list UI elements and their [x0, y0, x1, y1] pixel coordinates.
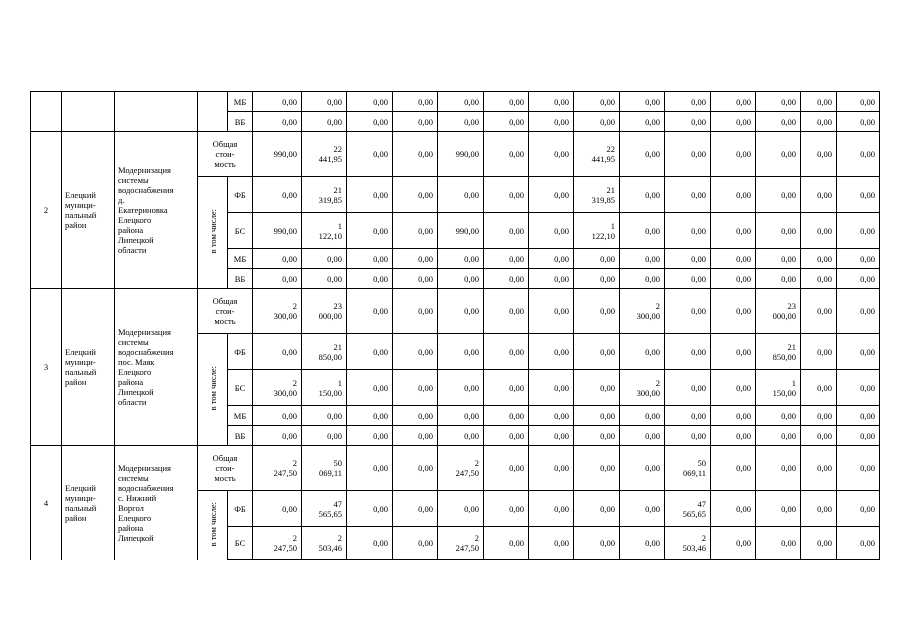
value-cell: 0,00 — [302, 92, 347, 112]
value-cell: 0,00 — [837, 406, 880, 426]
value-cell: 0,00 — [438, 334, 484, 370]
value-cell: 0,00 — [347, 213, 393, 249]
value-cell: 0,00 — [393, 112, 438, 132]
value-cell: 23 000,00 — [756, 289, 801, 334]
value-cell: 0,00 — [711, 527, 756, 560]
value-cell: 0,00 — [837, 426, 880, 446]
value-cell: 0,00 — [438, 406, 484, 426]
vertical-label-cell — [198, 491, 228, 560]
value-cell: 0,00 — [711, 269, 756, 289]
value-cell: 0,00 — [620, 132, 665, 177]
value-cell: 0,00 — [253, 92, 302, 112]
value-cell: 0,00 — [665, 370, 711, 406]
value-cell: 0,00 — [529, 289, 574, 334]
value-cell: 0,00 — [711, 334, 756, 370]
value-cell: 0,00 — [574, 527, 620, 560]
value-cell: 0,00 — [529, 406, 574, 426]
value-cell: 0,00 — [801, 269, 837, 289]
value-cell: 1 150,00 — [302, 370, 347, 406]
value-cell: 0,00 — [574, 491, 620, 527]
value-cell: 0,00 — [347, 426, 393, 446]
value-cell: 0,00 — [620, 527, 665, 560]
value-cell: 0,00 — [837, 370, 880, 406]
table-row-total — [31, 289, 880, 334]
value-cell: 0,00 — [529, 426, 574, 446]
value-cell: 0,00 — [620, 491, 665, 527]
value-cell: 0,00 — [837, 269, 880, 289]
value-cell: 0,00 — [438, 177, 484, 213]
project-name: Модернизация системы водоснабжения пос. Маяк Елецкого района Липецкой области — [115, 289, 198, 446]
value-cell: 0,00 — [665, 112, 711, 132]
value-cell: 0,00 — [574, 334, 620, 370]
district-cell — [62, 92, 115, 132]
value-cell: 0,00 — [529, 491, 574, 527]
value-cell: 0,00 — [347, 177, 393, 213]
value-cell: 0,00 — [347, 491, 393, 527]
district-name: Елецкий муници- пальный район — [62, 132, 115, 289]
value-cell: 0,00 — [347, 446, 393, 491]
value-cell: 0,00 — [756, 213, 801, 249]
value-cell: 2 503,46 — [665, 527, 711, 560]
value-cell: 0,00 — [484, 269, 529, 289]
value-cell: 0,00 — [837, 249, 880, 269]
value-cell: 0,00 — [393, 92, 438, 112]
value-cell: 0,00 — [347, 289, 393, 334]
vertical-label: в том числе: — [207, 209, 218, 254]
value-cell: 0,00 — [665, 406, 711, 426]
value-cell: 0,00 — [393, 406, 438, 426]
value-cell: 23 000,00 — [302, 289, 347, 334]
value-cell: 0,00 — [801, 92, 837, 112]
value-cell: 0,00 — [529, 269, 574, 289]
value-cell: 0,00 — [253, 334, 302, 370]
value-cell: 0,00 — [801, 370, 837, 406]
total-cost-label: Общая стои- мость — [198, 446, 253, 491]
value-cell: 0,00 — [801, 289, 837, 334]
value-cell: 0,00 — [756, 406, 801, 426]
value-cell: 0,00 — [756, 112, 801, 132]
value-cell: 0,00 — [529, 213, 574, 249]
value-cell: 0,00 — [529, 132, 574, 177]
value-cell: 0,00 — [665, 92, 711, 112]
value-cell: 0,00 — [665, 132, 711, 177]
value-cell: 0,00 — [801, 132, 837, 177]
value-cell: 0,00 — [801, 249, 837, 269]
value-cell: 50 069,11 — [665, 446, 711, 491]
value-cell: 0,00 — [837, 132, 880, 177]
value-cell: 47 565,65 — [302, 491, 347, 527]
value-cell: 0,00 — [837, 491, 880, 527]
value-cell: 0,00 — [756, 177, 801, 213]
value-cell: 0,00 — [529, 370, 574, 406]
value-cell: 0,00 — [484, 527, 529, 560]
value-cell: 0,00 — [574, 370, 620, 406]
value-cell: 1 122,10 — [302, 213, 347, 249]
value-cell: 0,00 — [393, 370, 438, 406]
value-cell: 0,00 — [665, 177, 711, 213]
value-cell: 0,00 — [484, 112, 529, 132]
value-cell: 0,00 — [711, 370, 756, 406]
vertical-label: в том числе: — [207, 502, 218, 547]
source-label: ФБ — [228, 334, 253, 370]
value-cell: 0,00 — [393, 446, 438, 491]
source-label: БС — [228, 370, 253, 406]
value-cell: 50 069,11 — [302, 446, 347, 491]
value-cell: 0,00 — [711, 289, 756, 334]
row-index: 4 — [31, 446, 62, 560]
value-cell: 0,00 — [574, 446, 620, 491]
budget-table-container — [30, 91, 880, 560]
value-cell: 0,00 — [438, 491, 484, 527]
value-cell: 0,00 — [801, 177, 837, 213]
value-cell: 0,00 — [438, 112, 484, 132]
value-cell: 0,00 — [620, 406, 665, 426]
value-cell: 0,00 — [484, 177, 529, 213]
table-row-total — [31, 132, 880, 177]
value-cell: 0,00 — [756, 92, 801, 112]
value-cell: 0,00 — [665, 213, 711, 249]
value-cell: 0,00 — [529, 92, 574, 112]
source-label: ФБ — [228, 177, 253, 213]
value-cell: 0,00 — [302, 249, 347, 269]
value-cell: 0,00 — [484, 446, 529, 491]
value-cell: 0,00 — [711, 249, 756, 269]
source-label: МБ — [228, 249, 253, 269]
value-cell: 0,00 — [393, 491, 438, 527]
value-cell: 0,00 — [620, 269, 665, 289]
value-cell: 0,00 — [393, 213, 438, 249]
value-cell: 0,00 — [620, 112, 665, 132]
source-label: ВБ — [228, 269, 253, 289]
value-cell: 0,00 — [801, 406, 837, 426]
value-cell: 0,00 — [484, 334, 529, 370]
district-name: Елецкий муници- пальный район — [62, 289, 115, 446]
value-cell: 0,00 — [484, 213, 529, 249]
source-label: ВБ — [228, 426, 253, 446]
value-cell: 1 122,10 — [574, 213, 620, 249]
value-cell: 0,00 — [302, 112, 347, 132]
value-cell: 0,00 — [484, 370, 529, 406]
value-cell: 2 300,00 — [253, 289, 302, 334]
value-cell: 0,00 — [253, 491, 302, 527]
value-cell: 0,00 — [302, 426, 347, 446]
value-cell: 0,00 — [484, 92, 529, 112]
value-cell: 0,00 — [756, 269, 801, 289]
value-cell: 0,00 — [253, 406, 302, 426]
value-cell: 0,00 — [302, 269, 347, 289]
value-cell: 0,00 — [801, 426, 837, 446]
value-cell: 0,00 — [665, 249, 711, 269]
value-cell: 990,00 — [438, 213, 484, 249]
value-cell: 0,00 — [837, 289, 880, 334]
value-cell: 0,00 — [438, 269, 484, 289]
table-row-total — [31, 446, 880, 491]
value-cell: 0,00 — [837, 527, 880, 560]
value-cell: 0,00 — [574, 289, 620, 334]
value-cell: 0,00 — [711, 112, 756, 132]
value-cell: 2 300,00 — [620, 370, 665, 406]
source-label: БС — [228, 527, 253, 560]
value-cell: 0,00 — [837, 213, 880, 249]
value-cell: 0,00 — [801, 213, 837, 249]
value-cell: 0,00 — [574, 426, 620, 446]
value-cell: 21 850,00 — [302, 334, 347, 370]
source-label: БС — [228, 213, 253, 249]
value-cell: 0,00 — [529, 249, 574, 269]
value-cell: 0,00 — [393, 527, 438, 560]
value-cell: 2 300,00 — [620, 289, 665, 334]
value-cell: 21 319,85 — [574, 177, 620, 213]
value-cell: 0,00 — [837, 177, 880, 213]
value-cell: 0,00 — [801, 446, 837, 491]
value-cell: 0,00 — [438, 249, 484, 269]
value-cell: 0,00 — [438, 289, 484, 334]
value-cell: 0,00 — [529, 177, 574, 213]
value-cell: 0,00 — [837, 92, 880, 112]
total-cost-label: Общая стои- мость — [198, 132, 253, 177]
value-cell: 0,00 — [711, 426, 756, 446]
district-name: Елецкий муници- пальный район — [62, 446, 115, 560]
value-cell: 0,00 — [665, 269, 711, 289]
value-cell: 0,00 — [620, 92, 665, 112]
value-cell: 0,00 — [393, 177, 438, 213]
value-cell: 0,00 — [801, 527, 837, 560]
value-cell: 990,00 — [253, 132, 302, 177]
value-cell: 0,00 — [347, 249, 393, 269]
value-cell: 0,00 — [347, 370, 393, 406]
value-cell: 0,00 — [665, 426, 711, 446]
value-cell: 22 441,95 — [574, 132, 620, 177]
value-cell: 990,00 — [253, 213, 302, 249]
value-cell: 0,00 — [438, 92, 484, 112]
value-cell: 0,00 — [484, 132, 529, 177]
value-cell: 0,00 — [484, 289, 529, 334]
value-cell: 0,00 — [484, 426, 529, 446]
value-cell: 0,00 — [393, 132, 438, 177]
value-cell: 0,00 — [393, 334, 438, 370]
value-cell: 0,00 — [347, 269, 393, 289]
value-cell: 0,00 — [756, 446, 801, 491]
source-label: МБ — [228, 92, 253, 112]
value-cell: 0,00 — [756, 491, 801, 527]
row-index: 2 — [31, 132, 62, 289]
value-cell: 0,00 — [665, 289, 711, 334]
value-cell: 0,00 — [574, 406, 620, 426]
value-cell: 47 565,65 — [665, 491, 711, 527]
source-label: МБ — [228, 406, 253, 426]
value-cell: 0,00 — [756, 426, 801, 446]
value-cell: 0,00 — [529, 446, 574, 491]
value-cell: 0,00 — [711, 213, 756, 249]
index-cell — [31, 92, 62, 132]
value-cell: 0,00 — [253, 249, 302, 269]
budget-table — [30, 91, 880, 560]
vertical-label-cell — [198, 177, 228, 289]
value-cell: 0,00 — [756, 249, 801, 269]
value-cell: 0,00 — [837, 446, 880, 491]
value-cell: 0,00 — [801, 491, 837, 527]
value-cell: 2 247,50 — [438, 446, 484, 491]
value-cell: 2 300,00 — [253, 370, 302, 406]
value-cell: 0,00 — [620, 213, 665, 249]
value-cell: 0,00 — [574, 92, 620, 112]
value-cell: 0,00 — [347, 92, 393, 112]
value-cell: 0,00 — [574, 112, 620, 132]
value-cell: 0,00 — [253, 426, 302, 446]
value-cell: 0,00 — [837, 334, 880, 370]
value-cell: 2 247,50 — [253, 446, 302, 491]
value-cell: 0,00 — [711, 177, 756, 213]
value-cell: 0,00 — [347, 112, 393, 132]
source-label: ВБ — [228, 112, 253, 132]
value-cell: 0,00 — [253, 269, 302, 289]
value-cell: 0,00 — [529, 112, 574, 132]
value-cell: 0,00 — [620, 334, 665, 370]
value-cell: 1 150,00 — [756, 370, 801, 406]
value-cell: 0,00 — [484, 491, 529, 527]
value-cell: 0,00 — [711, 491, 756, 527]
value-cell: 0,00 — [620, 446, 665, 491]
row-index: 3 — [31, 289, 62, 446]
vertical-label: в том числе: — [207, 366, 218, 411]
value-cell: 0,00 — [665, 334, 711, 370]
value-cell: 0,00 — [347, 334, 393, 370]
value-cell: 0,00 — [711, 446, 756, 491]
value-cell: 0,00 — [393, 269, 438, 289]
value-cell: 990,00 — [438, 132, 484, 177]
total-cost-label: Общая стои- мость — [198, 289, 253, 334]
value-cell: 0,00 — [484, 249, 529, 269]
value-cell: 21 319,85 — [302, 177, 347, 213]
value-cell: 2 247,50 — [438, 527, 484, 560]
value-cell: 0,00 — [837, 112, 880, 132]
value-cell: 0,00 — [393, 289, 438, 334]
value-cell: 0,00 — [801, 334, 837, 370]
vertical-label-cell — [198, 92, 228, 132]
value-cell: 0,00 — [529, 334, 574, 370]
value-cell: 0,00 — [574, 269, 620, 289]
value-cell: 0,00 — [484, 406, 529, 426]
value-cell: 21 850,00 — [756, 334, 801, 370]
value-cell: 0,00 — [711, 132, 756, 177]
value-cell: 0,00 — [253, 112, 302, 132]
value-cell: 0,00 — [253, 177, 302, 213]
value-cell: 0,00 — [801, 112, 837, 132]
source-label: ФБ — [228, 491, 253, 527]
value-cell: 22 441,95 — [302, 132, 347, 177]
value-cell: 0,00 — [620, 249, 665, 269]
project-cell — [115, 92, 198, 132]
value-cell: 0,00 — [347, 406, 393, 426]
value-cell: 2 247,50 — [253, 527, 302, 560]
project-name: Модернизация системы водоснабжения д. Екатериновка Елецкого района Липецкой области — [115, 132, 198, 289]
value-cell: 0,00 — [756, 527, 801, 560]
value-cell: 0,00 — [393, 249, 438, 269]
value-cell: 0,00 — [393, 426, 438, 446]
value-cell: 0,00 — [347, 132, 393, 177]
vertical-label-cell — [198, 334, 228, 446]
value-cell: 0,00 — [620, 177, 665, 213]
project-name: Модернизация системы водоснабжения с. Нижний Воргол Елецкого района Липецкой — [115, 446, 198, 560]
value-cell: 0,00 — [574, 249, 620, 269]
value-cell: 0,00 — [711, 406, 756, 426]
value-cell: 0,00 — [347, 527, 393, 560]
value-cell: 0,00 — [302, 406, 347, 426]
value-cell: 0,00 — [620, 426, 665, 446]
value-cell: 0,00 — [438, 370, 484, 406]
value-cell: 0,00 — [438, 426, 484, 446]
value-cell: 0,00 — [529, 527, 574, 560]
table-row — [31, 92, 880, 112]
value-cell: 2 503,46 — [302, 527, 347, 560]
value-cell: 0,00 — [756, 132, 801, 177]
value-cell: 0,00 — [711, 92, 756, 112]
